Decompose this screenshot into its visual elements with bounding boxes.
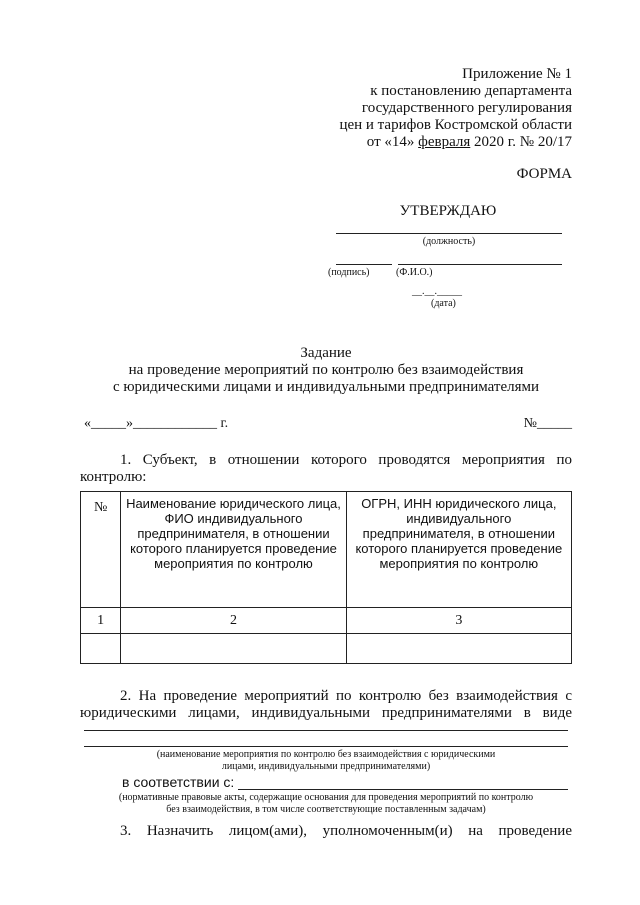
task-number-blank: №_____ — [523, 416, 572, 431]
accordance-line — [238, 789, 568, 790]
section1-line2: контролю: — [80, 469, 147, 485]
position-line — [336, 233, 562, 234]
table-header-row — [81, 492, 572, 608]
activity-caption-line-1: (наименование мероприятия по контролю без взаимодействия с юридическими — [156, 749, 496, 760]
section1-line1: 1. Субъект, в отношении которого проводятся мероприятия по — [120, 452, 572, 468]
approve-date-blank: __.__._____ — [412, 286, 462, 297]
appendix-date-month: февраля — [418, 134, 471, 150]
task-subtitle-2: с юридическими лицами и индивидуальными предпринимателями — [112, 379, 540, 395]
appendix-line-3: государственного регулирования — [361, 100, 572, 116]
accordance-label: в соответствии с: — [122, 774, 235, 790]
accordance-caption — [80, 792, 572, 816]
signature-line — [336, 264, 392, 265]
activity-caption-line-2: лицами, индивидуальными предпринимателями) — [221, 761, 431, 772]
appendix-date — [300, 134, 572, 151]
activity-line-1 — [84, 730, 568, 731]
approve-title: УТВЕРЖДАЮ — [399, 203, 497, 219]
appendix-line-4: цен и тарифов Костромской области — [339, 117, 572, 133]
subject-table — [80, 491, 572, 664]
appendix-date-prefix: от «14» — [366, 134, 415, 150]
table-cell — [121, 634, 346, 664]
table-cell: 1 — [81, 608, 121, 634]
table-cell — [346, 634, 571, 664]
form-label: ФОРМА — [516, 166, 572, 182]
header-number: № — [81, 492, 121, 608]
accordance-caption-line-1: (нормативные правовые акты, содержащие основания для проведения мероприятий по контролю — [118, 792, 534, 803]
approve-date-caption: (дата) — [431, 298, 456, 309]
activity-caption — [80, 749, 572, 773]
signature-caption: (подпись) — [328, 267, 370, 278]
task-title-block — [80, 345, 572, 396]
table-row — [81, 634, 572, 664]
header-subject-name: Наименование юридического лица, ФИО индивидуального предпринимателя, в отношении которого планируется проведение мероприятия по контролю — [121, 492, 346, 608]
section3-line1: 3. Назначить лицом(ами), уполномоченным(и) на проведение — [120, 823, 572, 839]
task-title: Задание — [300, 345, 352, 361]
appendix-line-1: Приложение № 1 — [462, 66, 572, 82]
table-cell: 3 — [346, 608, 571, 634]
appendix-line-2: к постановлению департамента — [370, 83, 572, 99]
appendix-block — [300, 66, 572, 151]
section2-line2: юридическими лицами, индивидуальными предпринимателями в виде — [80, 705, 572, 721]
task-date-blank: «_____»____________ г. — [84, 416, 229, 431]
accordance-caption-line-2: без взаимодействия, в том числе соответствующие поставленным задачам) — [166, 804, 486, 815]
table-cell — [81, 634, 121, 664]
header-subject-ogrn: ОГРН, ИНН юридического лица, индивидуального предпринимателя, в отношении которого планируется проведение мероприятия по контролю — [346, 492, 571, 608]
table-cell: 2 — [121, 608, 346, 634]
activity-line-2 — [84, 746, 568, 747]
position-caption: (должность) — [422, 236, 476, 247]
section2-line1: 2. На проведение мероприятий по контролю без взаимодействия с — [120, 688, 572, 704]
table-number-row — [81, 608, 572, 634]
fio-caption: (Ф.И.О.) — [396, 267, 433, 278]
appendix-date-suffix: 2020 г. № 20/17 — [474, 134, 572, 150]
task-subtitle-1: на проведение мероприятий по контролю без взаимодействия — [128, 362, 524, 378]
fio-line — [398, 264, 562, 265]
